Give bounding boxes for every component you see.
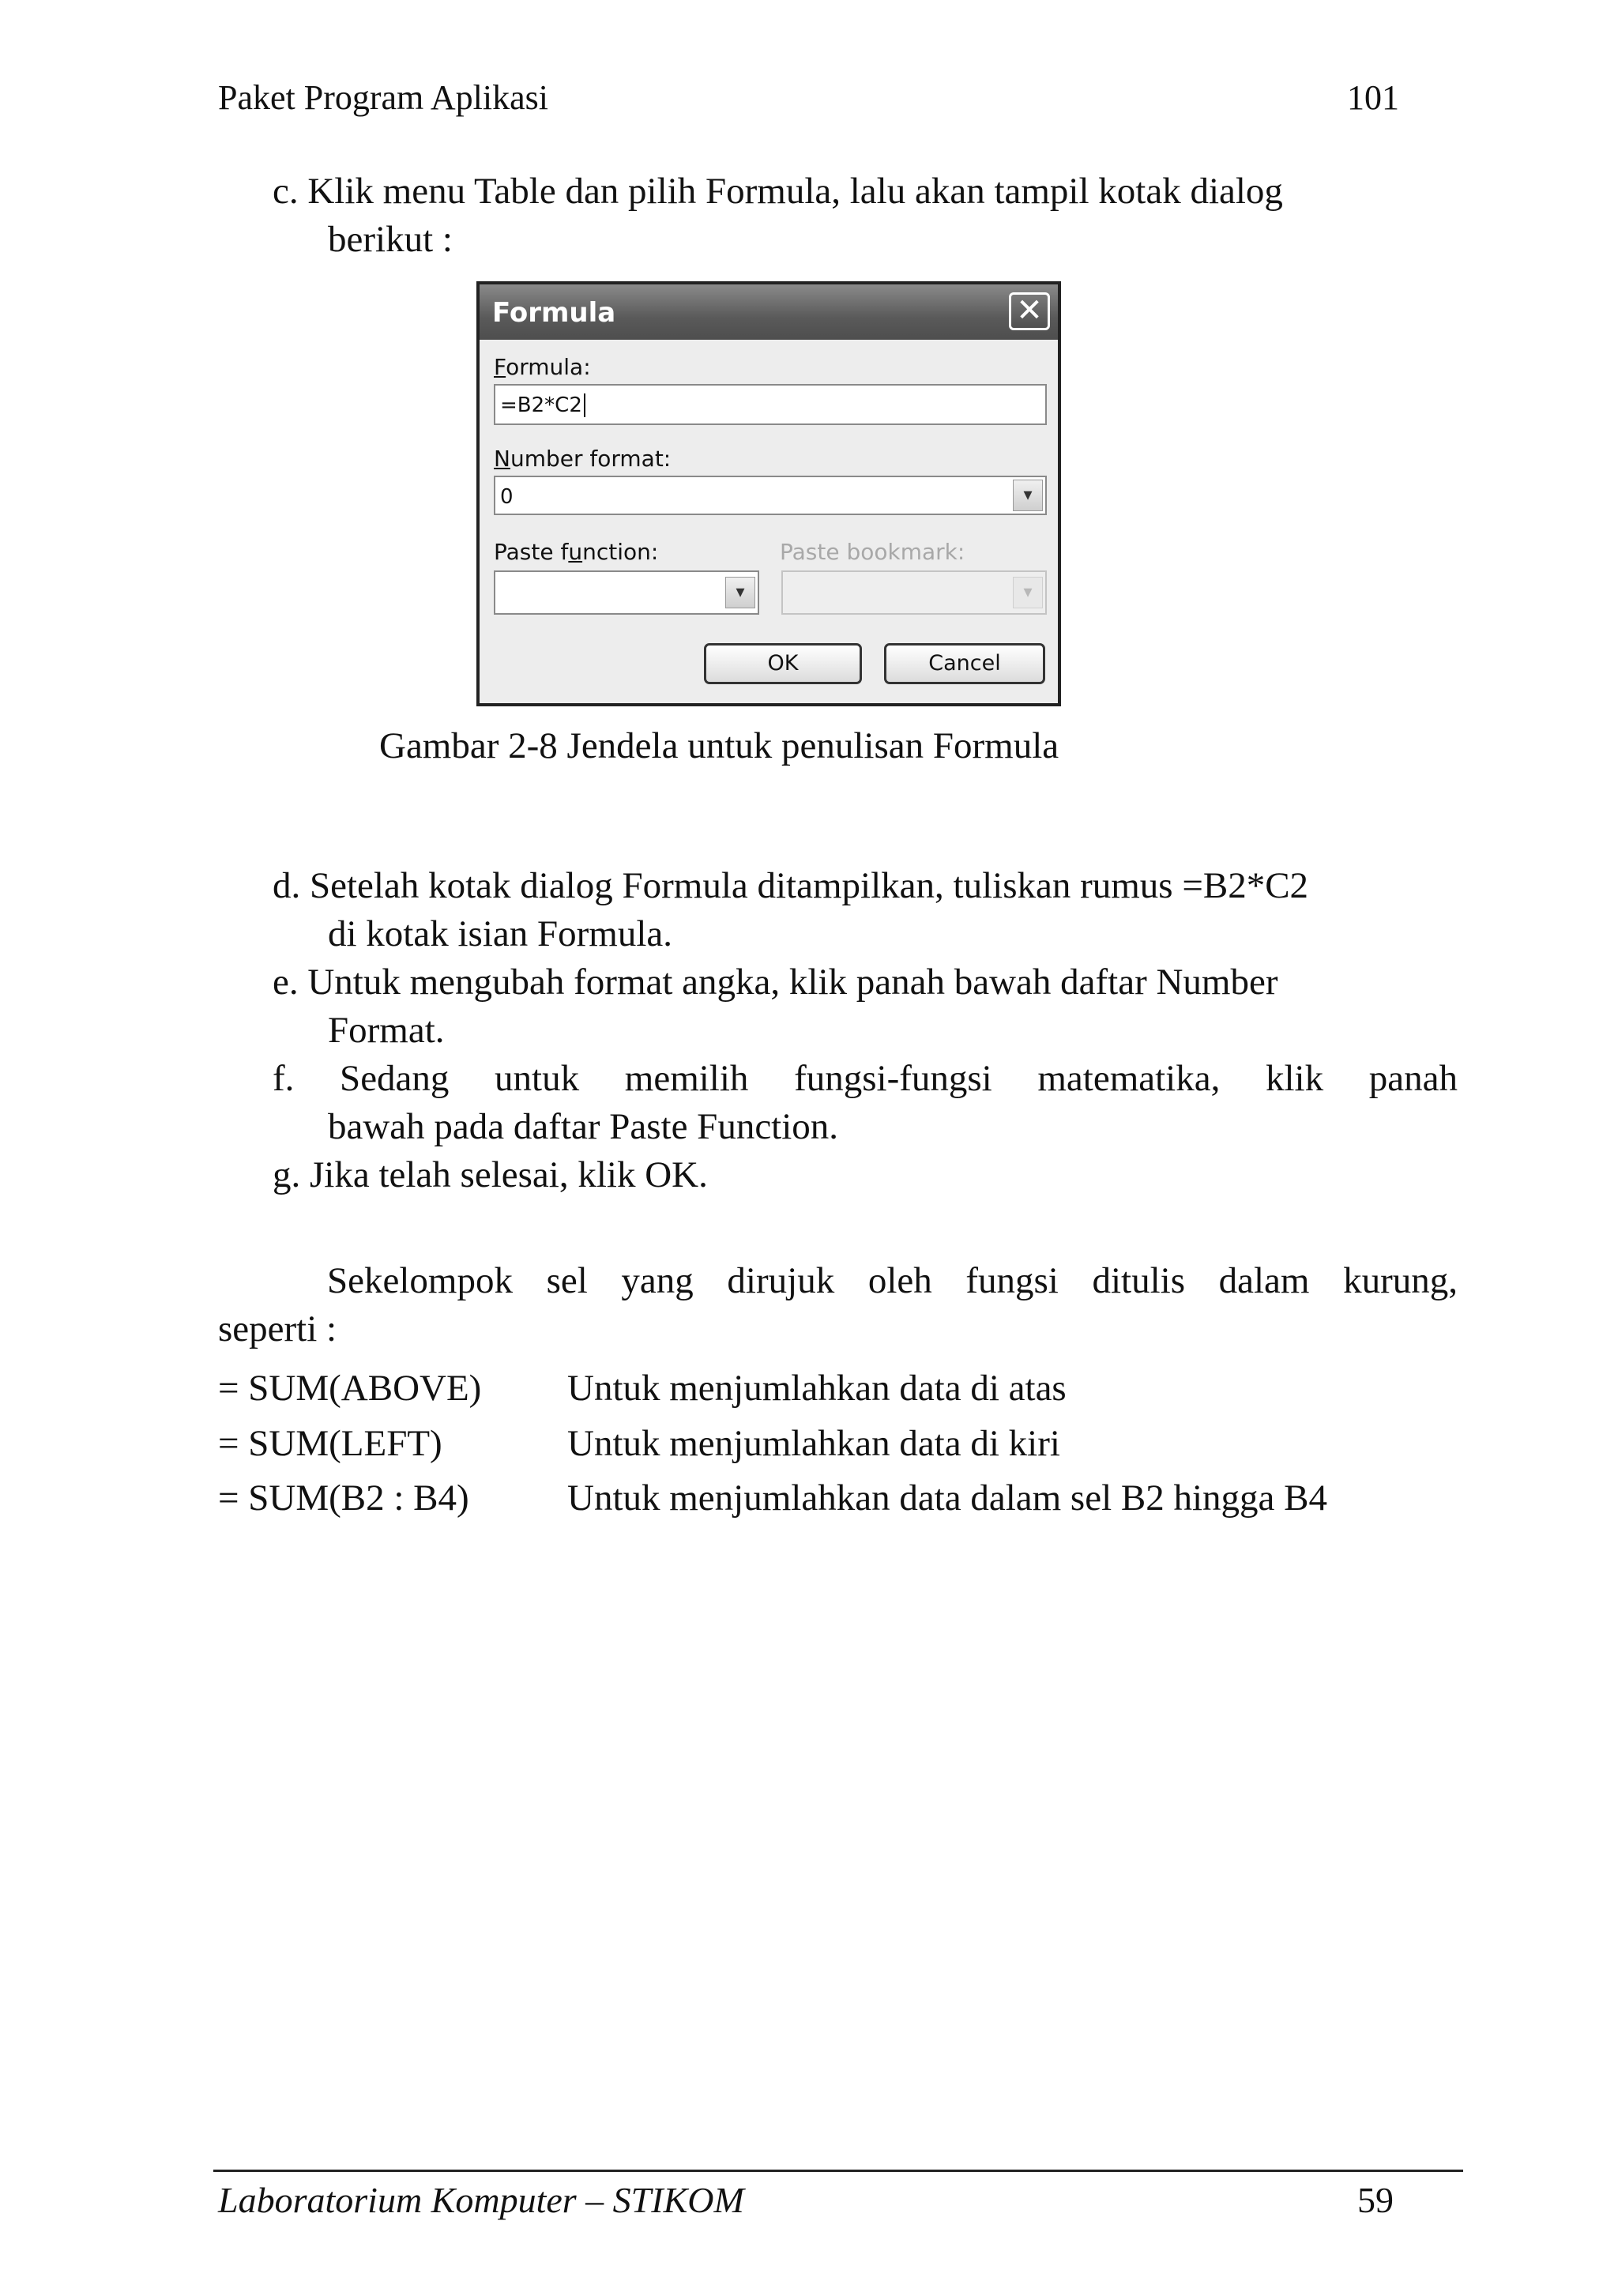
paste-function-dropdown-button[interactable] — [725, 577, 755, 608]
step-e-first-line: e. Untuk mengubah format angka, klik panah bawah daftar Number — [273, 962, 1278, 1003]
paste-bookmark-combobox — [781, 570, 1047, 615]
step-d-continuation: di kotak isian Formula. — [328, 913, 673, 954]
step-c-continuation: berikut : — [328, 219, 453, 260]
step-d-first-line: d. Setelah kotak dialog Formula ditampilkan, tuliskan rumus =B2*C2 — [273, 865, 1309, 906]
footer-divider — [213, 2170, 1463, 2172]
footer-title: Laboratorium Komputer – STIKOM — [218, 2180, 744, 2220]
formula-input[interactable] — [494, 384, 1047, 425]
text-cursor — [584, 393, 585, 417]
step-d — [273, 862, 1458, 958]
number-format-label: Number format: — [494, 446, 672, 472]
step-g — [273, 1151, 1458, 1199]
cancel-button[interactable]: Cancel — [884, 643, 1045, 684]
step-f-first-line: f. Sedang untuk memilih fungsi-fungsi matematika, klik panah — [273, 1058, 1458, 1099]
chevron-down-icon: ▾ — [1023, 485, 1033, 505]
paragraph-first-line: Sekelompok sel yang dirujuk oleh fungsi ditulis dalam kurung, — [327, 1260, 1458, 1301]
running-header-title: Paket Program Aplikasi — [218, 78, 548, 117]
step-e — [273, 958, 1458, 1055]
step-e-continuation: Format. — [328, 1010, 445, 1051]
description-cell: Untuk menjumlahkan data di kiri — [567, 1423, 1060, 1464]
paste-bookmark-dropdown-button — [1013, 577, 1043, 608]
ok-button[interactable]: OK — [704, 643, 862, 684]
formula-cell: = SUM(LEFT) — [218, 1423, 442, 1464]
paste-function-label: Paste function: — [494, 539, 659, 565]
figure-caption: Gambar 2-8 Jendela untuk penulisan Formula — [379, 725, 1059, 766]
body-paragraph — [218, 1257, 1458, 1353]
step-f-continuation: bawah pada daftar Paste Function. — [328, 1106, 839, 1147]
number-format-combobox[interactable] — [494, 476, 1047, 515]
paragraph-continuation: seperti : — [218, 1308, 337, 1349]
dialog-titlebar[interactable] — [480, 284, 1058, 340]
running-header-page-number: 101 — [1347, 78, 1399, 117]
step-c-first-line: c. Klik menu Table dan pilih Formula, lalu akan tampil kotak dialog — [273, 171, 1283, 212]
paste-function-combobox[interactable] — [494, 570, 759, 615]
chevron-down-icon: ▾ — [736, 582, 745, 602]
number-format-value: 0 — [500, 485, 514, 509]
step-c — [273, 167, 1458, 264]
close-icon: ✕ — [1016, 292, 1043, 329]
description-cell: Untuk menjumlahkan data di atas — [567, 1368, 1067, 1409]
footer-page-number: 59 — [1357, 2180, 1394, 2220]
step-g-first-line: g. Jika telah selesai, klik OK. — [273, 1154, 708, 1195]
formula-input-value: =B2*C2 — [500, 393, 582, 417]
dialog-title: Formula — [492, 297, 616, 329]
number-format-dropdown-button[interactable] — [1013, 480, 1043, 511]
formula-label: Formula: — [494, 354, 591, 380]
step-f — [273, 1055, 1458, 1151]
paste-bookmark-label: Paste bookmark: — [780, 539, 965, 565]
description-cell: Untuk menjumlahkan data dalam sel B2 hingga B4 — [567, 1477, 1328, 1519]
chevron-down-icon: ▾ — [1023, 582, 1033, 602]
steps-list — [273, 862, 1458, 1199]
formula-dialog — [476, 281, 1061, 706]
close-button[interactable] — [1009, 292, 1050, 330]
formula-cell: = SUM(ABOVE) — [218, 1368, 482, 1409]
formula-cell: = SUM(B2 : B4) — [218, 1477, 469, 1519]
